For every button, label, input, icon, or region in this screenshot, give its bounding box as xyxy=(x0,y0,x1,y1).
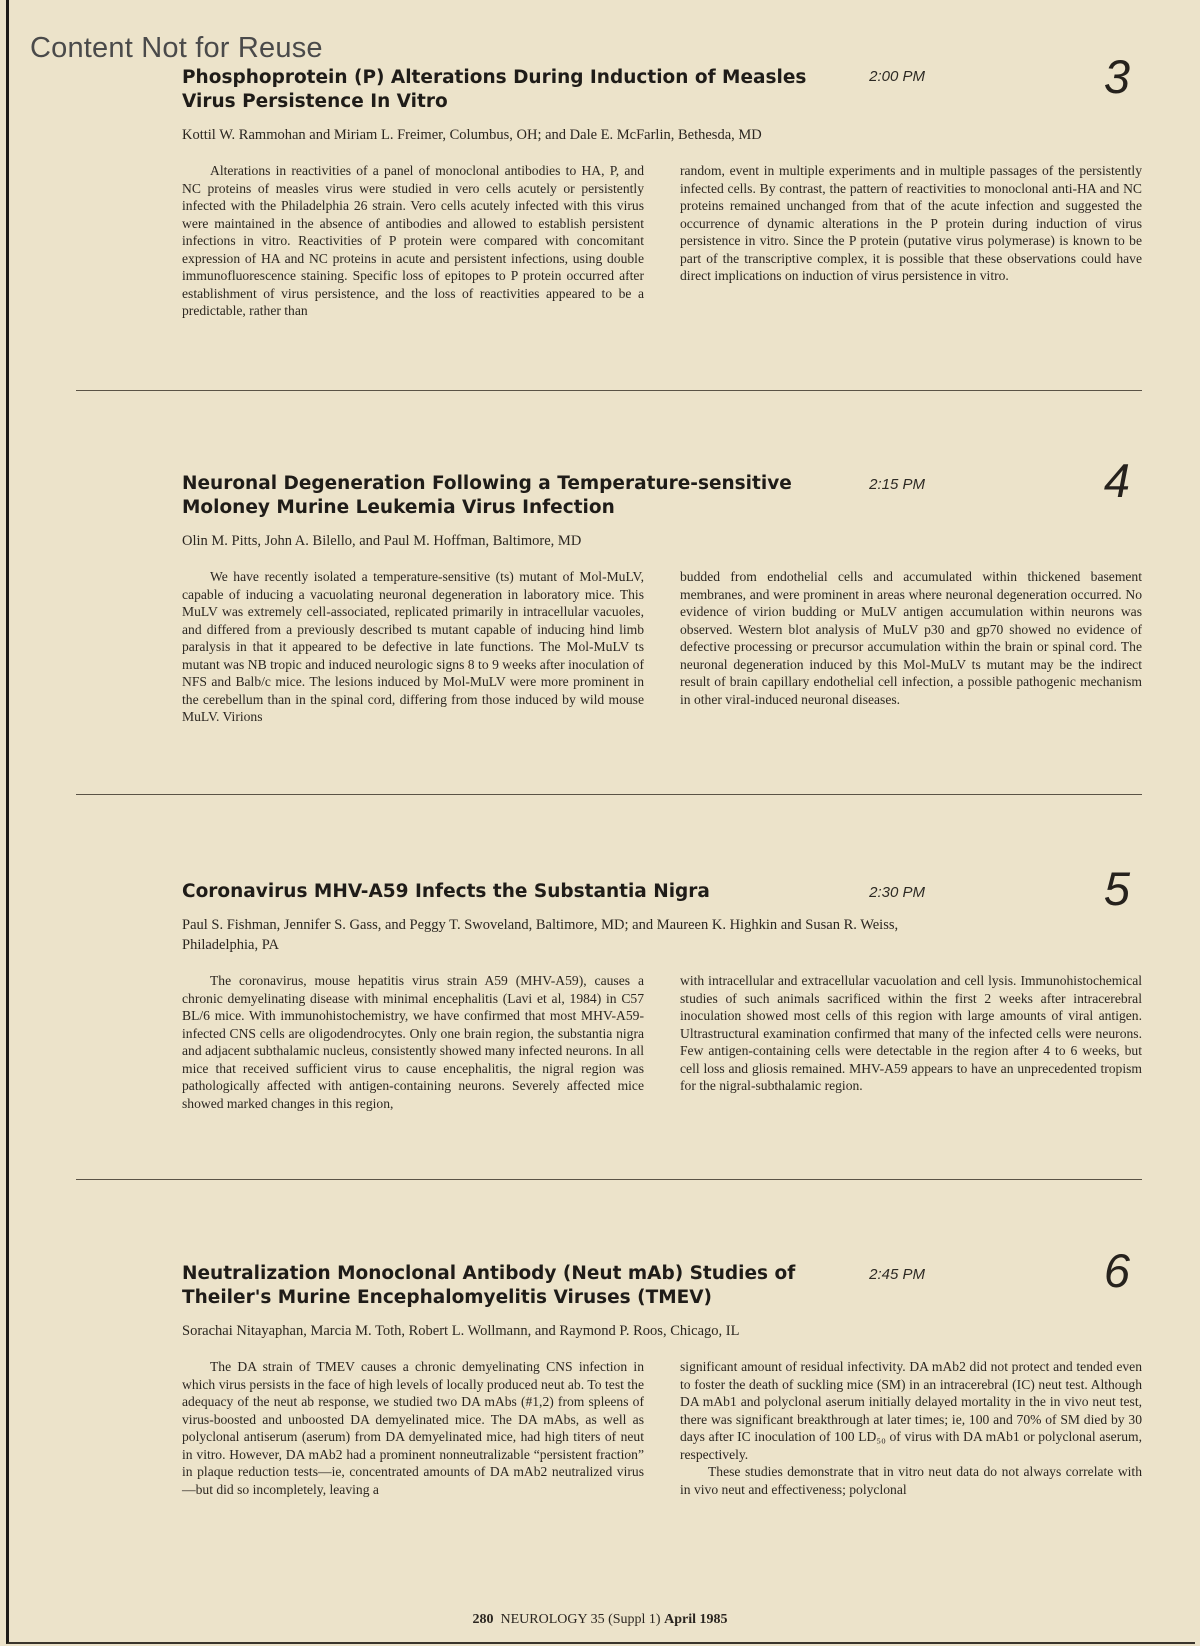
abstract-title: Coronavirus MHV-A59 Infects the Substantia Nigra xyxy=(182,881,710,902)
divider xyxy=(76,794,1142,795)
abstract-number: 6 xyxy=(1103,1244,1130,1297)
paragraph: random, event in multiple experiments and in multiple passages of the persistently infected cells. By contrast, the pattern of reactivities to monoclonal anti-HA and NC proteins remained unchanged from that of the acute infection and suggested the occurrence of dynamic alterations in the P protein during induction of virus persistence in vitro. Since the P protein (putative virus polymerase) is known to be part of the transcriptive complex, it is possible that these observations could have direct implications on induction of virus persistence in vitro. xyxy=(680,163,1142,283)
paragraph: significant amount of residual infectivity. DA mAb2 did not protect and tended even to foster the death of suckling mice (SM) in an intracerebral (IC) neut test. Although DA mAb1 and polyclonal aserum initially delayed mortality in the in vivo neut test, there was significant breakthrough at later times; ie, 100 and 70% of SM died by 30 days after IC inoculation of 100 LD₅₀ of virus with DA mAb1 or polyclonal aserum, respectively. xyxy=(680,1359,1142,1462)
paragraph: budded from endothelial cells and accumulated within thickened basement membranes, and were prominent in areas where neuronal degeneration occurred. No evidence of virion budding or MuLV antigen accumulation within neurons was observed. Western blot analysis of MuLV p30 and gp70 showed no evidence of defective processing or precursor accumulation within the brain or spinal cord. The neuronal degeneration induced by this Mol-MuLV ts mutant may be the indirect result of brain capillary endothelial cell infection, a possible pathogenic mechanism in other viral-induced neuronal diseases. xyxy=(680,569,1142,707)
abstract-authors: Paul S. Fishman, Jennifer S. Gass, and Peggy T. Swoveland, Baltimore, MD; and Maureen K. Highkin and Susan R. Weiss, Philadelphia, PA xyxy=(182,917,899,953)
left-column xyxy=(182,568,644,726)
abstract-title: Neutralization Monoclonal Antibody (Neut mAb) Studies of Theiler's Murine Encephalomyelitis Viruses (TMEV) xyxy=(182,1263,796,1308)
abstract-authors: Sorachai Nitayaphan, Marcia M. Toth, Robert L. Wollmann, and Raymond P. Roos, Chicago, IL xyxy=(182,1323,740,1339)
page-number: 280 xyxy=(472,1612,494,1627)
watermark: Content Not for Reuse xyxy=(30,32,323,64)
abstract-number: 4 xyxy=(1103,454,1130,507)
abstract-body xyxy=(182,568,1142,726)
paragraph: These studies demonstrate that in vitro neut data do not always correlate with in vivo neut and effectiveness; polyclonal xyxy=(680,1464,1142,1497)
right-column xyxy=(680,162,1142,320)
abstract-body xyxy=(182,1358,1142,1498)
paragraph: Alterations in reactivities of a panel of monoclonal antibodies to HA, P, and NC proteins of measles virus were studied in vero cells acutely or persistently infected with the Philadelphia 26 strain. Vero cells acutely infected with this virus were maintained in the absence of antibodies and allowed to establish persistent infections in vitro. Reactivities of P protein were compared with concomitant expression of HA and NC proteins in acute and persistent infections, using double immunofluorescence staining. Specific loss of epitopes to P protein occurred after establishment of virus persistence, and the loss of reactivities appeared to be a predictable, rather than xyxy=(182,163,644,318)
paragraph: The DA strain of TMEV causes a chronic demyelinating CNS infection in which virus persists in the face of high levels of locally produced neut ab. To test the adequacy of the neut ab response, we studied two DA mAbs (#1,2) from spleens of virus-boosted and unboosted DA demyelinated mice. The DA mAbs, as well as polyclonal antiserum (aserum) from DA demyelinated mice, had high titers of neut in vitro. However, DA mAb2 had a prominent nonneutralizable “persistent fraction” in plaque reduction tests—ie, concentrated amounts of DA mAb2 neutralized virus—but did so incompletely, leaving a xyxy=(182,1359,644,1497)
abstract-5 xyxy=(182,880,1142,1112)
abstract-authors: Olin M. Pitts, John A. Bilello, and Paul M. Hoffman, Baltimore, MD xyxy=(182,533,582,549)
right-column xyxy=(680,1358,1142,1498)
abstract-4 xyxy=(182,472,1142,726)
abstract-title: Neuronal Degeneration Following a Temperature-sensitive Moloney Murine Leukemia Virus Infection xyxy=(182,473,792,518)
abstract-body xyxy=(182,972,1142,1112)
left-column xyxy=(182,162,644,320)
issue-date: April 1985 xyxy=(664,1612,728,1627)
abstract-number: 3 xyxy=(1103,50,1130,103)
right-column xyxy=(680,568,1142,726)
right-column xyxy=(680,972,1142,1112)
session-time: 2:45 PM xyxy=(869,1266,925,1283)
left-column xyxy=(182,1358,644,1498)
paragraph: The coronavirus, mouse hepatitis virus strain A59 (MHV-A59), causes a chronic demyelinating disease with minimal encephalitis (Lavi et al, 1984) in C57 BL/6 mice. With immunohistochemistry, we have confirmed that most MHV-A59-infected CNS cells are oligodendrocytes. Only one brain region, the substantia nigra and adjacent subthalamic nucleus, consistently showed many infected neurons. In all mice that received sufficient virus to cause encephalitis, the nigral region was pathologically affected with antigen-containing neurons. Severely affected mice showed marked changes in this region, xyxy=(182,973,644,1111)
abstract-6 xyxy=(182,1262,1142,1498)
paragraph: with intracellular and extracellular vacuolation and cell lysis. Immunohistochemical studies of such animals sacrificed within the first 2 weeks after intracerebral inoculation showed most cells of this region with large amounts of viral antigen. Ultrastructural examination confirmed that many of the infected cells were neurons. Few antigen-containing cells were detectable in the region after 4 to 6 weeks, but cell loss and gliosis remained. MHV-A59 appears to have an unprecedented tropism for the nigral-subthalamic region. xyxy=(680,973,1142,1093)
page-footer xyxy=(0,1612,1200,1628)
abstract-number: 5 xyxy=(1103,862,1130,915)
abstract-title: Phosphoprotein (P) Alterations During Induction of Measles Virus Persistence In Vitro xyxy=(182,67,807,112)
abstract-authors: Kottil W. Rammohan and Miriam L. Freimer, Columbus, OH; and Dale E. McFarlin, Bethesda, MD xyxy=(182,127,762,143)
divider xyxy=(76,1179,1142,1180)
paragraph: We have recently isolated a temperature-sensitive (ts) mutant of Mol-MuLV, capable of inducing a vacuolating neuronal degeneration in laboratory mice. This MuLV was extremely cell-associated, replicated primarily in intracellular vacuoles, and differed from a previously described ts mutant capable of inducing hind limb paralysis in that it appeared to be defective in late functions. The Mol-MuLV ts mutant was NB tropic and induced neurologic signs 8 to 9 weeks after inoculation of NFS and Balb/c mice. The lesions induced by Mol-MuLV were more prominent in the cerebellum than in the spinal cord, differing from those induced by wild mouse MuLV. Virions xyxy=(182,569,644,724)
abstract-body xyxy=(182,162,1142,320)
session-time: 2:15 PM xyxy=(869,476,925,493)
abstract-3 xyxy=(182,66,1142,320)
journal-name: NEUROLOGY 35 (Suppl 1) xyxy=(500,1612,661,1627)
left-column xyxy=(182,972,644,1112)
session-time: 2:00 PM xyxy=(869,68,925,85)
session-time: 2:30 PM xyxy=(869,884,925,901)
divider xyxy=(76,390,1142,391)
